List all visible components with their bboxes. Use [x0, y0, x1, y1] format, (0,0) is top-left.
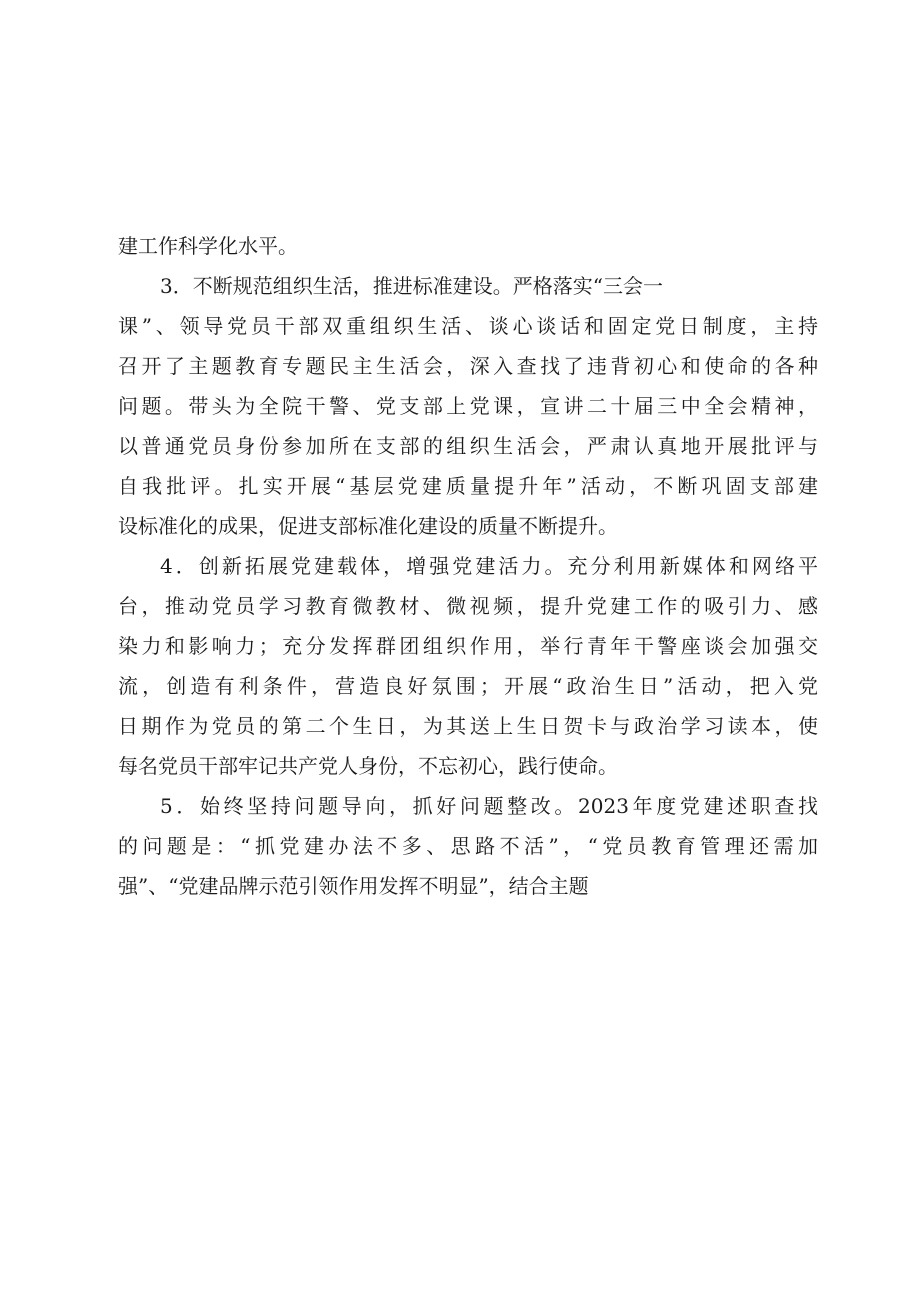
text-line: 以普通党员身份参加所在支部的组织生活会，严肃认真地开展批评与 — [118, 434, 818, 458]
paragraph-5-heading-line: 5．始终坚持问题导向，抓好问题整改。2023年度党建述职查找 — [160, 794, 818, 818]
text-line: 每名党员干部牢记共产党人身份，不忘初心，践行使命。 — [118, 754, 618, 778]
text-line: 课”、领导党员干部双重组织生活、谈心谈话和固定党日制度，主持 — [118, 314, 818, 338]
text-line: 流，创造有利条件，营造良好氛围；开展“政治生日”活动，把入党 — [118, 674, 818, 698]
text-line: 问题。带头为全院干警、党支部上党课，宣讲二十届三中全会精神， — [118, 394, 818, 418]
text-line: 自我批评。扎实开展“基层党建质量提升年”活动，不断巩固支部建 — [118, 474, 818, 498]
text-line: 召开了主题教育专题民主生活会，深入查找了违背初心和使命的各种 — [118, 354, 818, 378]
text-line: 日期作为党员的第二个生日，为其送上生日贺卡与政治学习读本，使 — [118, 714, 818, 738]
text-line: 建工作科学化水平。 — [118, 234, 298, 258]
text-line: 染力和影响力；充分发挥群团组织作用，举行青年干警座谈会加强交 — [118, 634, 818, 658]
text-line: 强”、“党建品牌示范引领作用发挥不明显”，结合主题 — [118, 874, 589, 898]
paragraph-3-heading-line: 3．不断规范组织生活，推进标准建设。严格落实“三会一 — [160, 274, 663, 298]
text-line: 的问题是：“抓党建办法不多、思路不活”，“党员教育管理还需加 — [118, 834, 818, 858]
text-line: 设标准化的成果，促进支部标准化建设的质量不断提升。 — [118, 514, 618, 538]
text-line: 台，推动党员学习教育微教材、微视频，提升党建工作的吸引力、感 — [118, 594, 818, 618]
paragraph-4-heading-line: 4．创新拓展党建载体，增强党建活力。充分利用新媒体和网络平 — [160, 554, 818, 578]
